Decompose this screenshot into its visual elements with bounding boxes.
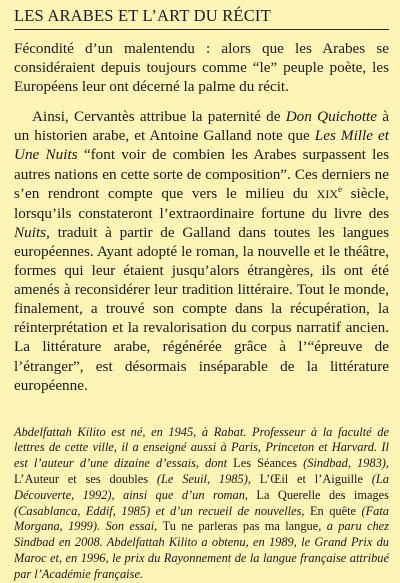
body-text-5: , traduit à partir de Galland dans toutes les langues européennes. Ayant adopté le roman, la nouvelle et le théâtre, formes qui leur étaient jusqu’alors étrangères, ils ont été amenés à reconsidérer leur tradition littéraire. Tout le monde, finalement, a trouvé son compte dans la récupération, la réinterprétation et la revalorisation du corpus narratif ancien. La littérature arabe, régénérée grâce à l’“épreuve de l’étranger”, est désormais inséparable de la littérature européenne. — [14, 223, 389, 394]
bio-text-1: Abdelfattah Kilito est né, en 1945, à Rabat. Professeur à la faculté de lettres de cette ville, il a enseigné aussi à Paris, Princeton et Harvard. Il est l’auteur d’une dizaine d’essais, dont — [14, 424, 389, 471]
body-paragraph — [14, 107, 389, 394]
title-nuits: Nuits — [14, 223, 47, 241]
bio-title-3: L’Œil et l’Aiguille — [259, 472, 363, 487]
bio-text-3: (Le Seuil, 1985), — [148, 472, 260, 487]
bio-title-1: Les Séances — [233, 456, 298, 471]
bio-text-6: (Fata Morgana, 1999). Son essai, — [14, 503, 389, 534]
bio-title-2: L’Auteur et ses doubles — [14, 472, 149, 487]
title-don-quichotte: Don Quichotte — [285, 108, 378, 126]
bio-text-7: , a paru chez Sindbad en 2008. Abdelfattah Kilito a obtenu, en 1989, le Grand Prix du Maroc et, en 1996, le prix du Rayonnement de la langue française attribué par l’Académie française. — [14, 519, 389, 581]
bio-text-2: (Sindbad, 1983), — [297, 456, 389, 471]
body-text-3: “font voir de combien les Arabes surpassent les autres nations en cette sorte de composition”. Ces derniers ne s’en rendront compte que vers le milieu du — [14, 146, 389, 202]
body-text-1: Ainsi, Cervantès attribue la paternité de — [32, 108, 286, 126]
century-superscript: e — [337, 183, 342, 194]
page-title: LES ARABES ET L’ART DU RÉCIT — [14, 6, 389, 30]
body-text-2: à un historien arabe, et Antoine Galland note que — [14, 108, 390, 145]
intro-paragraph: Fécondité d’un malentendu : alors que les Arabes se considéraient depuis toujours comme “le” peuple poète, les Européens leur ont décerné la palme du récit. — [14, 40, 389, 96]
body-text-4: siècle, lorsqu’ils constateront l’extraordinaire fortune du livre des — [14, 184, 389, 222]
title-mille-nuits: Les Mille et Une Nuits — [14, 127, 389, 164]
author-bio — [14, 425, 389, 583]
bio-text-4: (La Découverte, 1992), ainsi que d’un roman, — [14, 472, 390, 502]
bio-text-5: (Casablanca, Eddif, 1985) et d’un recueil de nouvelles, — [14, 503, 310, 518]
century-numeral: XIX — [316, 186, 338, 201]
bio-title-4: La Querelle des images — [256, 487, 389, 502]
bio-title-6: Tu ne parleras pas ma langue — [162, 519, 319, 534]
bio-title-5: En quête — [309, 503, 357, 518]
